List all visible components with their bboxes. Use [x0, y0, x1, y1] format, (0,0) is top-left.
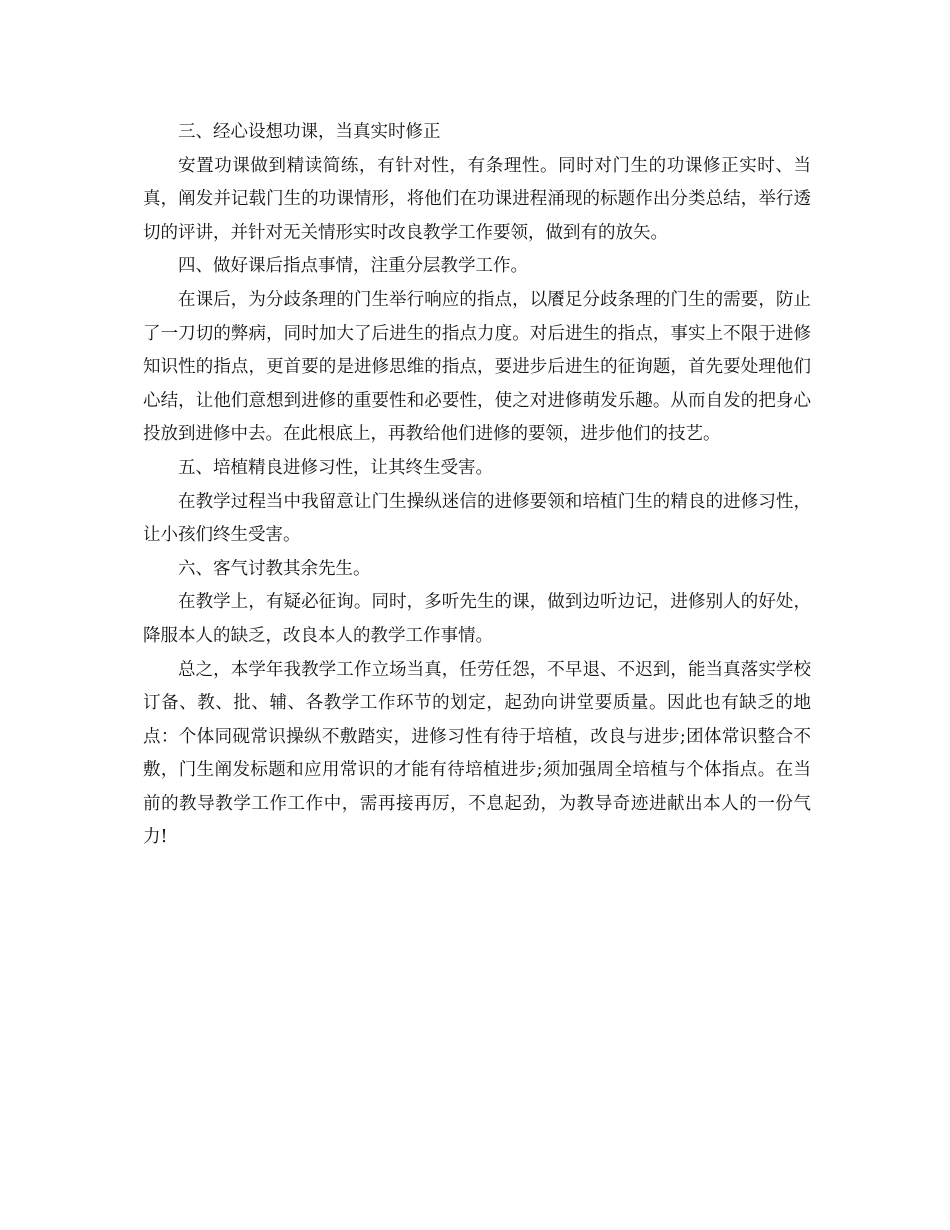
document-body [143, 116, 811, 855]
section-heading-3: 三、经心设想功课，当真实时修正 [178, 122, 441, 142]
body-paragraph: 在教学过程当中我留意让门生操纵迷信的进修要领和培植门生的精良的进修习性，让小孩们终生受害。 [143, 491, 811, 546]
section-heading-4: 四、做好课后指点事情，注重分层教学工作。 [178, 256, 528, 277]
body-paragraph: 安置功课做到精读简练，有针对性，有条理性。同时对门生的功课修正实时、当真，阐发并记载门生的功课情形，将他们在功课进程涌现的标题作出分类总结，举行透切的评讲，并针对无关情形实时改良教学工作要领，做到有的放矢。 [143, 155, 811, 243]
section-heading-5: 五、培植精良进修习性，让其终生受害。 [178, 457, 493, 478]
summary-paragraph: 总之，本学年我教学工作立场当真，任劳任怨，不早退、不迟到，能当真落实学校订备、教、批、辅、各教学工作环节的划定，起劲向讲堂要质量。因此也有缺乏的地点：个体同砚常识操纵不敷踏实，进修习性有待于培植，改良与进步;团体常识整合不敷，门生阐发标题和应用常识的才能有待培植进步;须加强周全培植与个体指点。在当前的教导教学工作工作中，需再接再厉，不息起劲，为教导奇迹进献出本人的一份气力! [143, 659, 811, 848]
section-heading-6: 六、客气讨教其余先生。 [178, 558, 371, 579]
body-paragraph: 在课后，为分歧条理的门生举行响应的指点，以餍足分歧条理的门生的需要，防止了一刀切的弊病，同时加大了后进生的指点力度。对后进生的指点，事实上不限于进修知识性的指点，更首要的是进修思维的指点，要进步后进生的征询题，首先要处理他们心结，让他们意想到进修的重要性和必要性，使之对进修萌发乐趣。从而自发的把身心投放到进修中去。在此根底上，再教给他们进修的要领，进步他们的技艺。 [143, 289, 811, 445]
body-paragraph: 在教学上，有疑必征询。同时，多听先生的课，做到边听边记，进修别人的好处，降服本人的缺乏，改良本人的教学工作事情。 [143, 592, 811, 646]
